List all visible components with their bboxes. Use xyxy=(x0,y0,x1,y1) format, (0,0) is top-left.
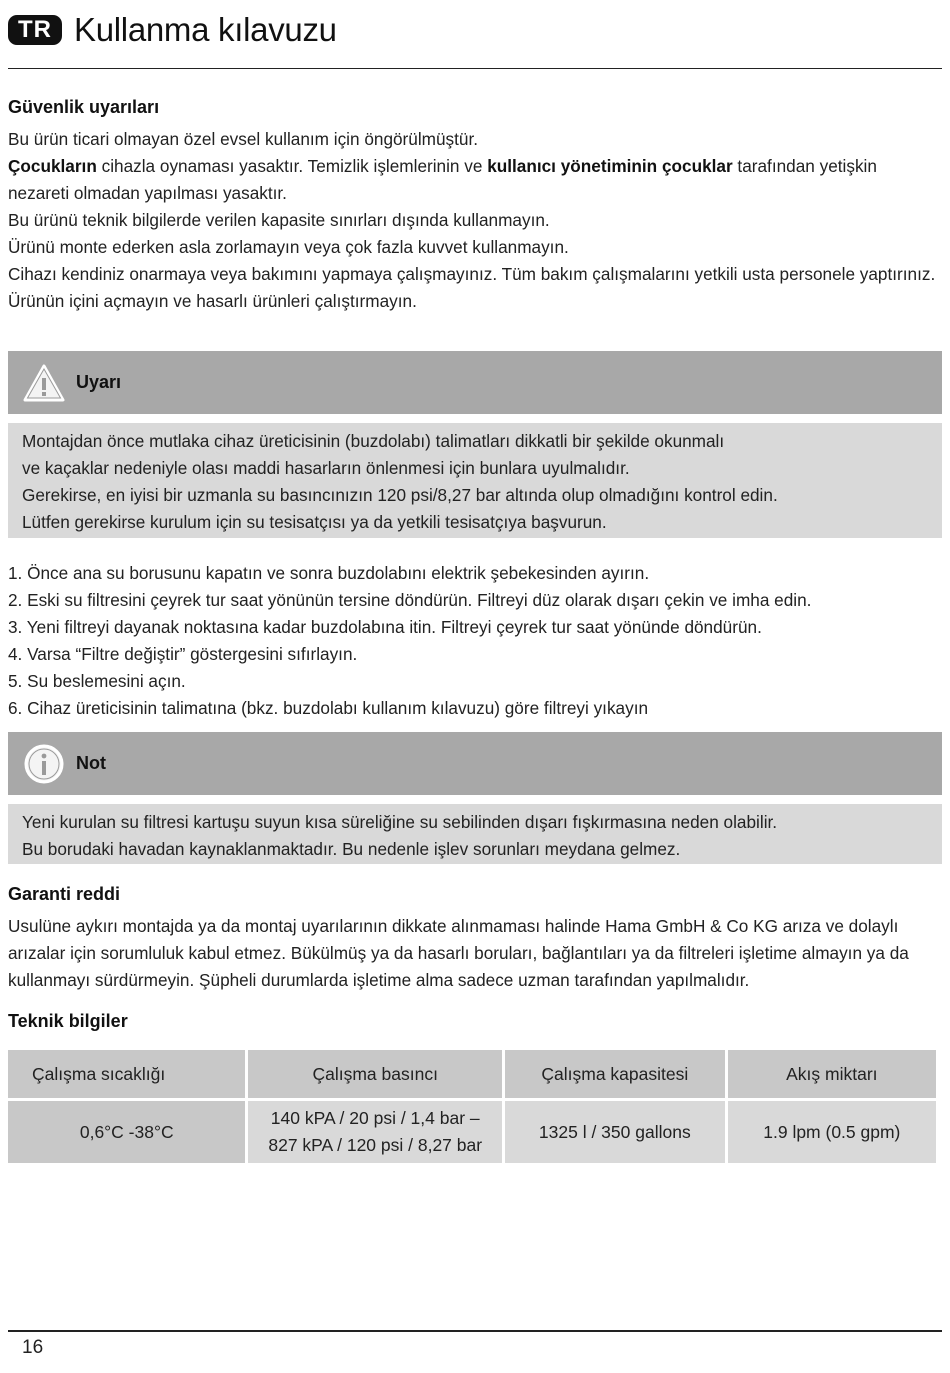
warning-label: Uyarı xyxy=(76,372,122,392)
flow-cell: 1.9 lpm (0.5 gpm) xyxy=(728,1101,936,1163)
warning-callout-body xyxy=(8,423,942,538)
safety-line: Ürünü monte ederken asla zorlamayın veya çok fazla kuvvet kullanmayın. xyxy=(8,237,569,257)
safety-bold-children: Çocukların xyxy=(8,156,97,176)
warning-triangle-icon xyxy=(22,361,66,405)
step-item: 3. Yeni filtreyi dayanak noktasına kadar buzdolabına itin. Filtreyi çeyrek tur saat yönünde döndürün. xyxy=(8,617,762,637)
header-divider xyxy=(8,68,942,69)
step-item: 4. Varsa “Filtre değiştir” göstergesini sıfırlayın. xyxy=(8,644,358,664)
safety-text xyxy=(8,126,942,315)
safety-line: Cihazı kendiniz onarmaya veya bakımını yapmaya çalışmayınız. Tüm bakım çalışmalarını yetkili usta personele yaptırınız. xyxy=(8,264,936,284)
warning-line: Gerekirse, en iyisi bir uzmanla su basıncınızın 120 psi/8,27 bar altında olup olmadığını kontrol edin. xyxy=(22,485,778,505)
language-badge: TR xyxy=(8,15,62,45)
column-header: Çalışma basıncı xyxy=(248,1050,502,1098)
tech-spec-table xyxy=(5,1047,939,1166)
step-item: 6. Cihaz üreticisinin talimatına (bkz. buzdolabı kullanım kılavuzu) göre filtreyi yıkayın xyxy=(8,698,649,718)
note-label: Not xyxy=(76,753,106,773)
step-item: 5. Su beslemesini açın. xyxy=(8,671,186,691)
temperature-cell: 0,6°C -38°C xyxy=(8,1101,245,1163)
installation-steps xyxy=(8,560,942,722)
note-callout-body xyxy=(8,804,942,864)
footer-divider xyxy=(8,1330,942,1332)
note-line: Yeni kurulan su filtresi kartuşu suyun kısa süreliğine su sebilinden dışarı fışkırmasına neden olabilir. xyxy=(22,812,778,832)
safety-heading: Güvenlik uyarıları xyxy=(8,97,160,117)
note-line: Bu borudaki havadan kaynaklanmaktadır. Bu nedenle işlev sorunları meydana gelmez. xyxy=(22,839,681,859)
table-header-row xyxy=(8,1050,936,1098)
warning-line: ve kaçaklar nedeniyle olası maddi hasarların önlenmesi için bunlara uyulmalıdır. xyxy=(22,458,630,478)
safety-line: Bu ürün ticari olmayan özel evsel kullanım için öngörülmüştür. xyxy=(8,129,479,149)
warranty-text: Usulüne aykırı montajda ya da montaj uyarılarının dikkate alınmaması halinde Hama GmbH & Co KG arıza ve dolaylı arızalar için sorumluluk kabul etmez. Bükülmüş ya da hasarlı boruları, bağlantıları ya da filtreleri işletime almayın ya da kullanmayı sürdürmeyin. Şüpheli durumlarda işletime alma sadece uzman tarafından yapılmalıdır. xyxy=(8,916,909,990)
document-header xyxy=(8,10,337,50)
safety-line: Bu ürünü teknik bilgilerde verilen kapasite sınırları dışında kullanmayın. xyxy=(8,210,550,230)
tech-heading: Teknik bilgiler xyxy=(8,1011,128,1031)
column-header: Çalışma sıcaklığı xyxy=(8,1050,245,1098)
step-item: 2. Eski su filtresini çeyrek tur saat yönünün tersine döndürün. Filtreyi düz olarak dışarı çekin ve imha edin. xyxy=(8,590,812,610)
warranty-heading: Garanti reddi xyxy=(8,884,121,904)
info-icon xyxy=(22,742,66,786)
safety-bold-user-maintenance: kullanıcı yönetiminin çocuklar xyxy=(487,156,733,176)
safety-line: Çocukların cihazla oynaması yasaktır. Temizlik işlemlerinin ve kullanıcı yönetiminin çocuklar tarafından yetişkin nezareti olmadan yapılması yasaktır. xyxy=(8,156,877,203)
warning-line: Montajdan önce mutlaka cihaz üreticisinin (buzdolabı) talimatları dikkatli bir şekilde okunmalı xyxy=(22,431,725,451)
capacity-cell: 1325 l / 350 gallons xyxy=(505,1101,725,1163)
pressure-cell: 140 kPA / 20 psi / 1,4 bar – 827 kPA / 120 psi / 8,27 bar xyxy=(248,1101,502,1163)
warning-line: Lütfen gerekirse kurulum için su tesisatçısı ya da yetkili tesisatçıya başvurun. xyxy=(22,512,607,532)
column-header: Akış miktarı xyxy=(728,1050,936,1098)
column-header: Çalışma kapasitesi xyxy=(505,1050,725,1098)
warning-callout-header xyxy=(8,351,942,414)
note-callout-header xyxy=(8,732,942,795)
page-number: 16 xyxy=(22,1337,44,1358)
step-item: 1. Önce ana su borusunu kapatın ve sonra buzdolabını elektrik şebekesinden ayırın. xyxy=(8,563,650,583)
table-row xyxy=(8,1101,936,1163)
safety-line: Ürünün içini açmayın ve hasarlı ürünleri çalıştırmayın. xyxy=(8,291,417,311)
document-title: Kullanma kılavuzu xyxy=(74,11,337,48)
